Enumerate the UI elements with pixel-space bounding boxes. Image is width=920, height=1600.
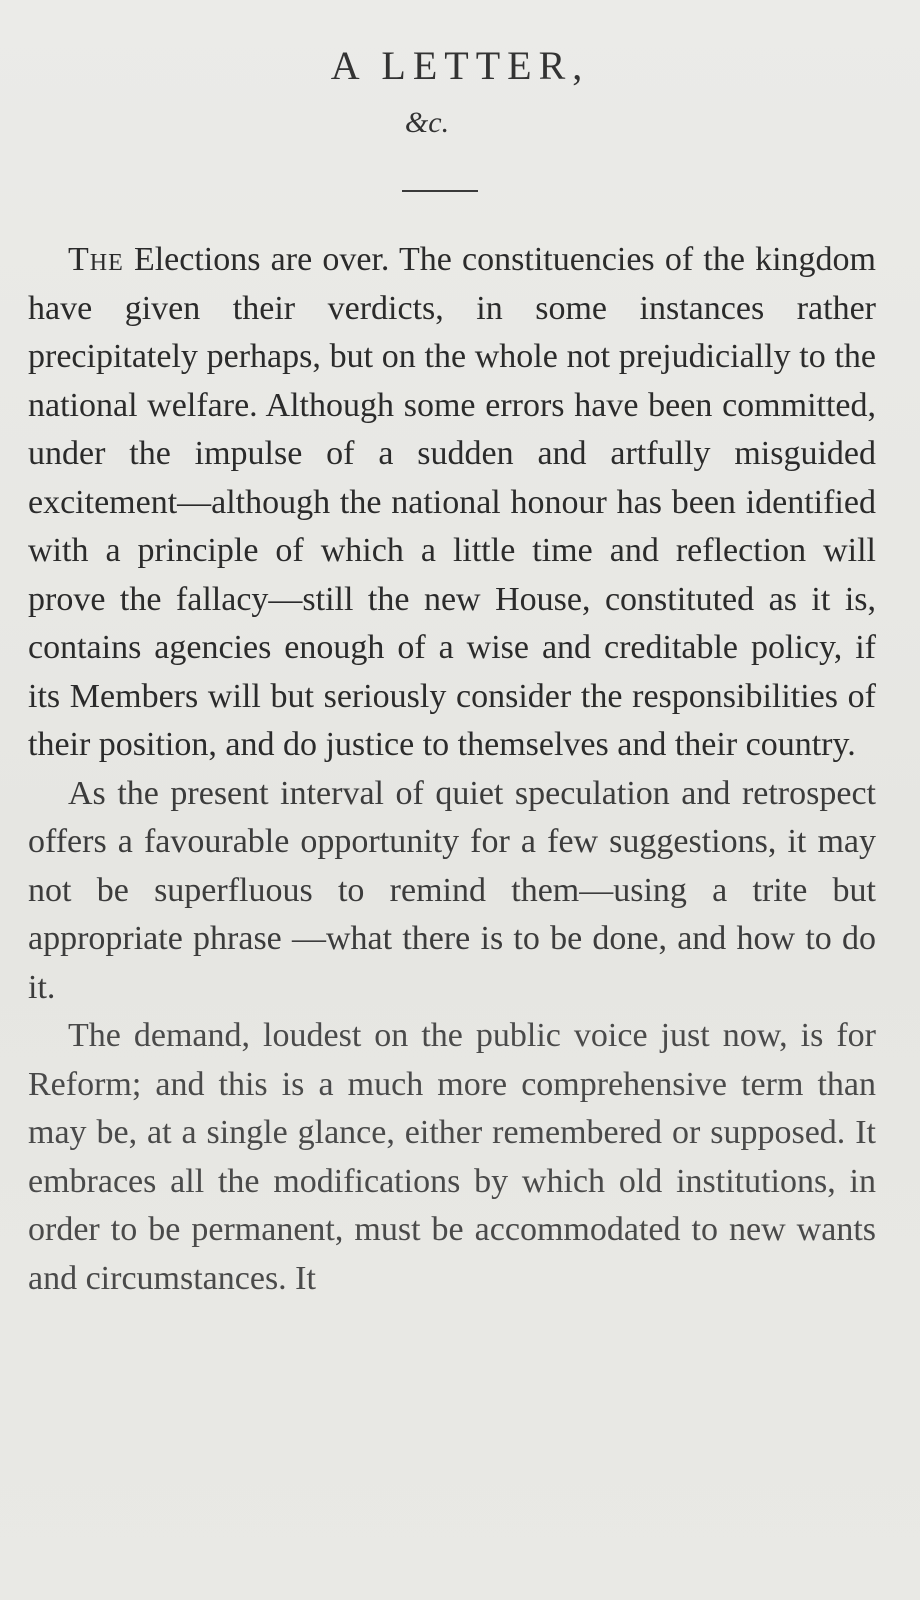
- paragraph-3: The demand, loudest on the public voice just now, is for Reform; and this is a much more comprehensive term than may be, at a single glance, either remembered or supposed. It embraces all the modifications by which old institutions, in order to be permanent, must be accommodated to new wants and circumstances. It: [28, 1017, 876, 1297]
- paragraph-1: [28, 236, 876, 770]
- paragraph-1-text: Elections are over. The constituencies of the kingdom have given their verdicts, in some instances rather precipitately perhaps, but on the whole not prejudicially to the national welfare. Although some errors have been committed, under the impulse of a sudden and artfully misguided excitement—although the national honour has been identified with a principle of which a little time and reflection will prove the fallacy—still the new House, constituted as it is, contains agencies enough of a wise and creditable policy, if its Members will but seriously consider the responsibilities of their position, and do justice to themselves and their country.: [28, 241, 876, 763]
- letter-body: [28, 236, 876, 1303]
- page-title: A LETTER,: [330, 43, 590, 88]
- paragraph-1-lead: The: [68, 241, 124, 278]
- page-subtitle: &c.: [404, 106, 450, 139]
- title-rule-divider: [402, 190, 478, 192]
- paragraph-2: As the present interval of quiet speculation and retrospect offers a favourable opportunity for a few suggestions, it may not be superfluous to remind them—using a trite but appropriate phrase —what there is to be done, and how to do it.: [28, 774, 876, 1006]
